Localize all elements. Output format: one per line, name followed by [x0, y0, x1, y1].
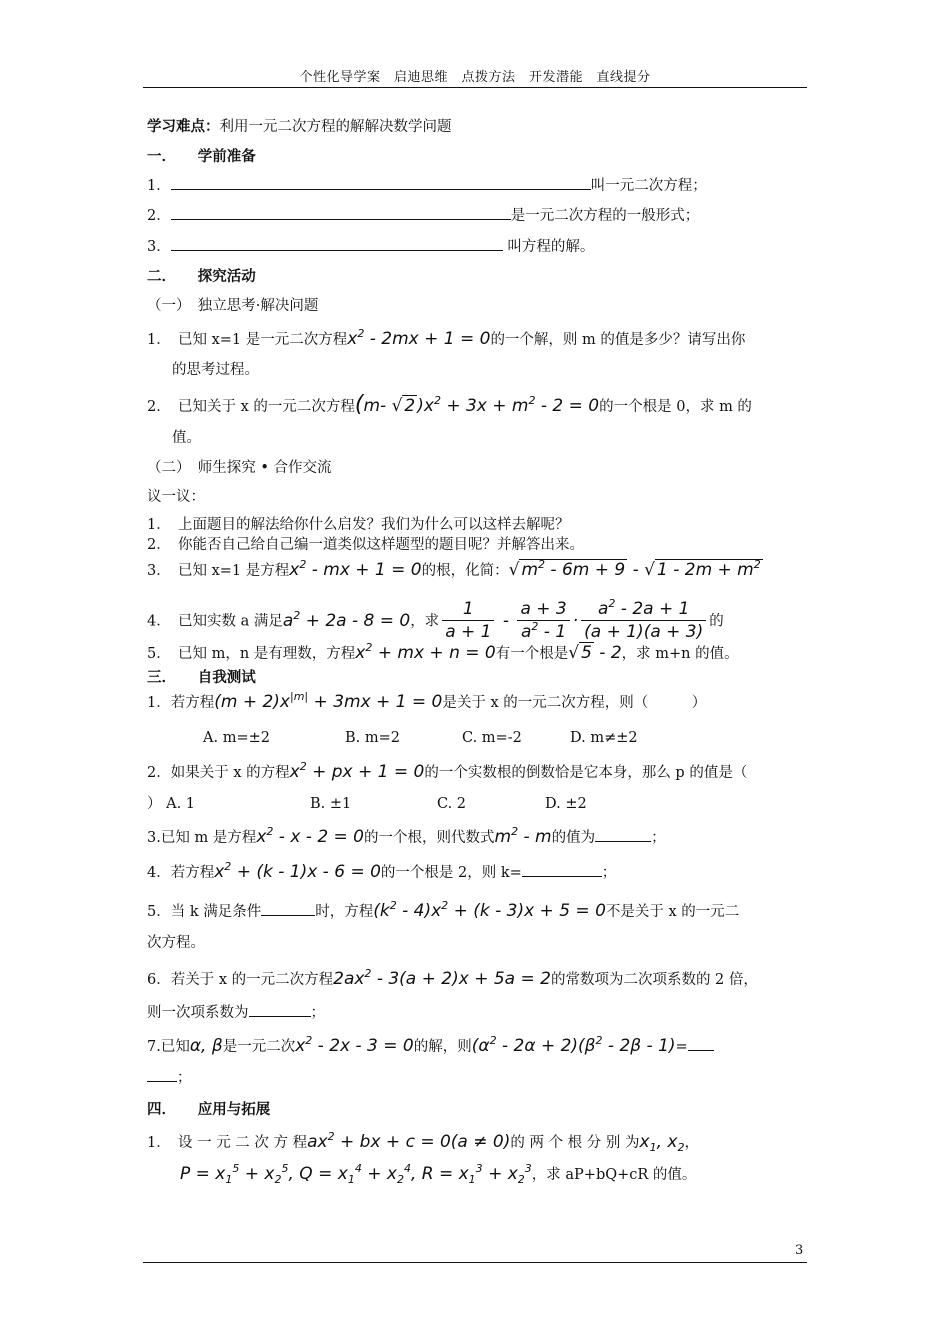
sec3-q3-c: 的值为: [551, 830, 596, 846]
sec2-sub1: （一） 独立思考·解决问题: [147, 298, 319, 314]
sec2-d1: 1． 上面题目的解法给你什么启发？我们为什么可以这样去解呢？: [147, 517, 570, 533]
sec2-d5-b: 有一个根是: [495, 646, 569, 662]
sec3-q2: [147, 762, 747, 783]
sec3-q3-a: 3.已知 m 是方程: [147, 830, 257, 846]
sec2-q1-c: 的思考过程。: [172, 362, 259, 378]
section-3-title: 三． 自我测试: [147, 670, 256, 686]
sec2-d2: 2． 你能否自己给自己编一道类似这样题型的题目呢？并解答出来。: [147, 537, 584, 553]
sec3-q3-b: 的一个根，则代数式: [364, 830, 495, 846]
equation: $x^2$ + px + 1 = 0: [289, 760, 425, 782]
sec1-q2-blank[interactable]: [171, 205, 511, 220]
sec2-discuss: 议一议：: [147, 489, 205, 505]
sec3-q6-a: 6．若关于 x 的一元二次方程: [147, 972, 334, 988]
sec1-q2-tail: 是一元二次方程的一般形式；: [510, 208, 700, 224]
sec3-q1-a: 1．若方程: [147, 695, 215, 711]
equation: $x^2 - 2x - 3 = 0$: [295, 1034, 414, 1056]
sec1-q1-tail: 叫一元二次方程；: [590, 178, 707, 194]
sec4-q1-line2: [180, 1164, 696, 1185]
sec3-q3-d: ；: [651, 830, 666, 846]
sec1-q2: [147, 205, 699, 226]
sec2-d4-c: 的: [709, 613, 724, 630]
sec2-sub2: （二） 师生探究 • 合作交流: [147, 460, 332, 476]
equation: $(m + 2)x^{|m|} + 3mx + 1 = 0$: [214, 690, 443, 712]
expression: $(\alpha^2 - 2\alpha + 2)(\beta^2 - 2\beta - 1)$: [471, 1034, 676, 1056]
sec2-d5-c: ，求 m+n 的值。: [621, 646, 739, 662]
sec3-q1-b: 是关于 x 的一元二次方程，则（ ）: [442, 695, 707, 711]
sec3-q5-blank[interactable]: [261, 901, 315, 916]
definitions: $P = x_1^5 + x_2^5$, $Q = x_1^4 + x_2^4$, $R = x_1^3 + x_2^3$: [180, 1162, 532, 1186]
sec3-q5-c: 不是关于 x 的一元二: [605, 904, 740, 920]
sec3-q7-a: 7.已知: [147, 1039, 190, 1055]
equation: $x^2$ + mx + n = 0: [355, 641, 496, 663]
sec2-d4-b: ，求: [410, 613, 440, 630]
page-number: 3: [795, 1243, 804, 1258]
sec3-q5-b: 时，方程: [315, 904, 374, 920]
sec1-q3-tail: 叫方程的解。: [502, 239, 595, 255]
page-header: 个性化导学案 启迪思维 点拨方法 开发潜能 直线提分: [299, 70, 651, 85]
sec3-q7-e: ；: [177, 1070, 192, 1086]
sec2-d5-a: 5． 已知 m，n 是有理数，方程: [147, 646, 356, 662]
sec3-q5: [147, 901, 739, 922]
sec3-q2-option-a[interactable]: ） A. 1: [147, 796, 196, 812]
sec3-q6-blank[interactable]: [249, 1002, 311, 1017]
sec3-q2-option-d[interactable]: D. ±2: [545, 796, 587, 812]
sec2-d5: [147, 643, 739, 664]
sec3-q4-c: ；: [601, 865, 617, 881]
sec2-q2-a: 2． 已知关于 x 的一元二次方程: [147, 399, 355, 415]
sec3-q4: [147, 862, 616, 883]
difficulty-line: [147, 117, 452, 137]
equation: $(k^2 - 4)x^2 + (k - 3)x + 5 = 0$: [373, 899, 606, 921]
equation: $a^2 + 2a - 8 = 0$: [282, 608, 411, 631]
sec1-q3-num: 3．: [147, 239, 171, 255]
sec3-q2-option-c[interactable]: C. 2: [437, 796, 467, 812]
sec3-q7-blank[interactable]: [688, 1036, 714, 1051]
sec3-q1-option-c[interactable]: C. m=-2: [462, 730, 522, 746]
section-1-title: 一． 学前准备: [147, 149, 256, 165]
sec3-q2-b: 的一个实数根的倒数恰是它本身，那么 p 的值是（: [424, 765, 748, 781]
equation: $x^2 - x - 2 = 0$: [256, 825, 365, 847]
sec4-q1-a: 1． 设 一 元 二 次 方 程: [147, 1135, 308, 1151]
sec3-q6-b: 的常数项为二次项系数的 2 倍，: [550, 972, 758, 988]
footer-rule: [143, 1262, 807, 1263]
section-2-title: 二． 探究活动: [147, 269, 256, 285]
equation: $ax^2$ + bx + c = 0(a ≠ 0): [307, 1130, 511, 1152]
sec3-q4-a: 4．若方程: [147, 865, 215, 881]
sec3-q7-blank-cont[interactable]: [147, 1067, 177, 1082]
equation: $x^2$ - mx + 1 = 0: [289, 558, 422, 580]
sec3-q1-option-a[interactable]: A. m=±2: [203, 730, 270, 746]
equation: $x^2 + (k - 1)x - 6 = 0$: [214, 860, 381, 882]
sec2-q2-c: 值。: [172, 430, 201, 446]
sec3-q2-a: 2．如果关于 x 的方程: [147, 765, 290, 781]
equation: $x^2 - 2mx + 1 = 0$: [347, 327, 491, 349]
sec3-q3-blank[interactable]: [595, 827, 651, 842]
sec2-q2-b: 的一个根是 0，求 m 的: [599, 399, 752, 415]
root-value: √ 5 - 2: [568, 643, 622, 663]
sec1-q1: [147, 175, 707, 196]
sec3-q7-d: =: [675, 1039, 688, 1055]
sec4-q1-d: ，求 aP+bQ+cR 的值。: [531, 1167, 697, 1183]
sec3-q2-option-b[interactable]: B. ±1: [310, 796, 352, 812]
sec3-q1: [147, 692, 706, 713]
sec1-q1-blank[interactable]: [171, 175, 591, 190]
sec3-q4-blank[interactable]: [522, 862, 602, 877]
roots-symbols: $x_1$, $x_2$: [639, 1132, 685, 1154]
fraction-expression: $\frac{1}{a + 1}$ - $\frac{a + 3}{a^2 - 1}$ · $\frac{a^2 - 2a + 1}{(a + 1)(a + 3)}$: [439, 611, 709, 631]
sec4-q1-b: 的 两 个 根 分 别 为: [510, 1135, 640, 1151]
expression: $m^2$ - m: [494, 825, 552, 847]
equation: $2ax^2 - 3(a + 2)x + 5a = 2$: [333, 967, 551, 989]
sec3-q6-d: ；: [310, 1005, 325, 1021]
sec2-d3-b: 的根，化简：: [421, 563, 509, 579]
sec3-q6-line2: [147, 1002, 325, 1023]
sec2-q1-b: 的一个解，则 m 的值是多少？请写出你: [490, 332, 746, 348]
sec4-q1-c: ，: [684, 1135, 699, 1151]
radical-expression: √ $m^2 - 6m + 9$ - √ $1 - 2m + m^2$: [508, 558, 761, 580]
sec3-q4-b: 的一个根是 2，则 k=: [380, 865, 522, 881]
difficulty-text: 利用一元二次方程的解解决数学问题: [219, 119, 452, 135]
header-rule: [143, 87, 807, 88]
sec3-q5-d: 次方程。: [147, 935, 205, 951]
section-4-title: 四． 应用与拓展: [147, 1102, 271, 1118]
sec3-q7: [147, 1036, 714, 1057]
sec1-q1-num: 1．: [147, 178, 171, 194]
sec2-q1: [147, 329, 745, 350]
sec2-d3-a: 3． 已知 x=1 是方程: [147, 563, 290, 579]
sec3-q6-c: 则一次项系数为: [147, 1005, 249, 1021]
difficulty-label: 学习难点：: [147, 119, 220, 135]
sec2-q1-a: 1． 已知 x=1 是一元二次方程: [147, 332, 348, 348]
sec2-d4-a: 4． 已知实数 a 满足: [147, 613, 283, 630]
sec3-q7-line2: [147, 1067, 192, 1088]
equation: (m- √ 2 )$x^2 + 3x + m^2 - 2 = 0$: [354, 392, 600, 417]
sec1-q3: [147, 236, 594, 257]
sec3-q7-c: 的解，则: [413, 1039, 472, 1055]
sec1-q2-num: 2．: [147, 208, 171, 224]
sec3-q3: [147, 827, 666, 848]
sec1-q3-blank[interactable]: [171, 236, 503, 251]
sec2-d3: [147, 560, 763, 581]
sec3-q1-option-b[interactable]: B. m=2: [345, 730, 400, 746]
sec3-q7-b: 是一元二次: [222, 1039, 296, 1055]
sec3-q5-a: 5．当 k 满足条件: [147, 904, 262, 920]
roots-symbols: α, β: [189, 1036, 223, 1056]
sec2-d4: [147, 598, 724, 643]
sec3-q1-option-d[interactable]: D. m≠±2: [570, 730, 638, 746]
sec4-q1: [147, 1132, 699, 1153]
sec2-q2: [147, 392, 752, 417]
sec3-q6: [147, 969, 758, 990]
